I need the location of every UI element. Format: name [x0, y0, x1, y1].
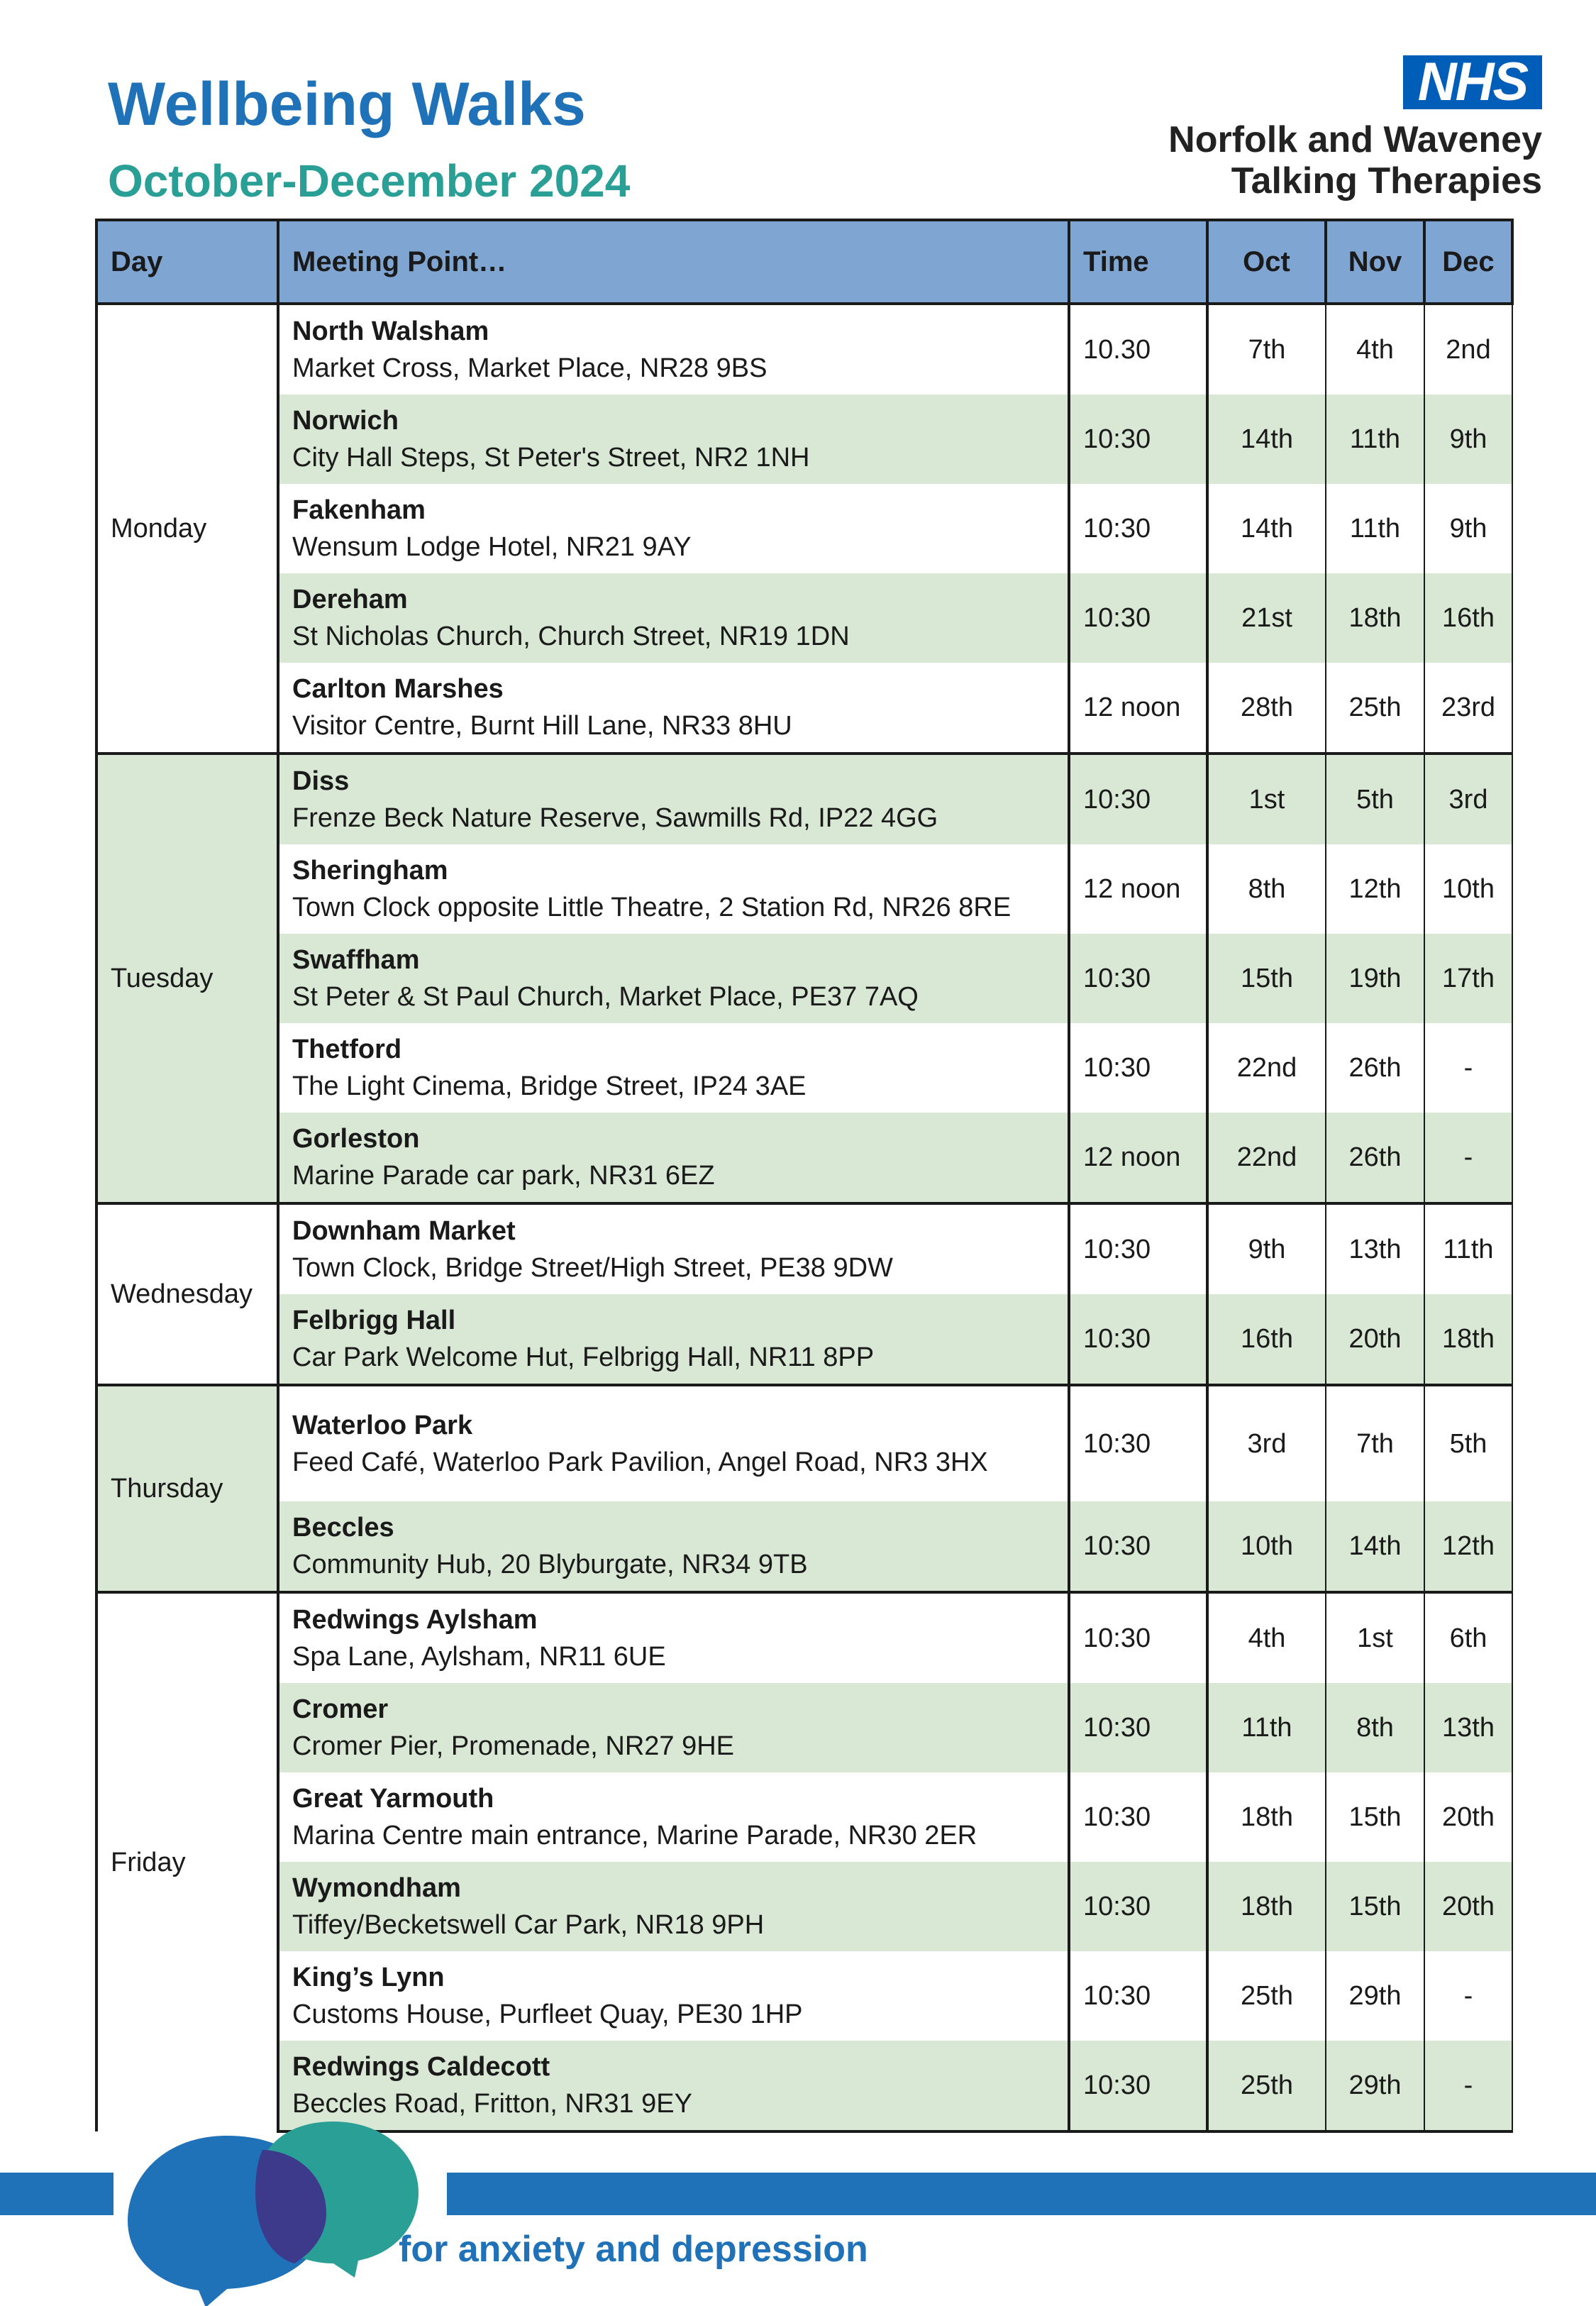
oct-date-cell: 25th — [1207, 1951, 1326, 2041]
nov-date-cell: 13th — [1326, 1203, 1424, 1294]
place-address: City Hall Steps, St Peter's Street, NR2 1NH — [292, 443, 810, 473]
time-cell: 10:30 — [1069, 1294, 1207, 1385]
place-address: Market Cross, Market Place, NR28 9BS — [292, 353, 767, 383]
time-cell: 10:30 — [1069, 1862, 1207, 1951]
column-header-dec: Dec — [1424, 220, 1512, 304]
time-cell: 10:30 — [1069, 934, 1207, 1023]
place-name: Dereham — [292, 585, 408, 614]
oct-date-cell: 16th — [1207, 1294, 1326, 1385]
table-row — [96, 1023, 1512, 1113]
nov-date-cell: 12th — [1326, 844, 1424, 934]
column-header-meeting-point: Meeting Point… — [278, 220, 1069, 304]
time-cell: 10:30 — [1069, 1023, 1207, 1113]
meeting-point-cell — [278, 1113, 1069, 1203]
place-name: Redwings Caldecott — [292, 2052, 550, 2082]
meeting-point-cell — [278, 2041, 1069, 2131]
dec-date-cell: 3rd — [1424, 754, 1512, 844]
place-address: Spa Lane, Aylsham, NR11 6UE — [292, 1642, 666, 1672]
time-cell: 10:30 — [1069, 395, 1207, 484]
meeting-point-cell — [278, 1385, 1069, 1501]
meeting-point-cell — [278, 484, 1069, 573]
column-header-time: Time — [1069, 220, 1207, 304]
nov-date-cell: 11th — [1326, 484, 1424, 573]
place-address: Marine Parade car park, NR31 6EZ — [292, 1161, 715, 1191]
table-row — [96, 754, 1512, 844]
nov-date-cell: 29th — [1326, 1951, 1424, 2041]
nov-date-cell: 19th — [1326, 934, 1424, 1023]
nov-date-cell: 5th — [1326, 754, 1424, 844]
oct-date-cell: 28th — [1207, 663, 1326, 754]
oct-date-cell: 21st — [1207, 573, 1326, 663]
place-name: Felbrigg Hall — [292, 1306, 456, 1335]
place-name: Great Yarmouth — [292, 1784, 494, 1814]
place-name: Gorleston — [292, 1124, 420, 1154]
dec-date-cell: 13th — [1424, 1683, 1512, 1772]
place-address: Beccles Road, Fritton, NR31 9EY — [292, 2089, 692, 2119]
org-name-line2: Talking Therapies — [1231, 160, 1542, 202]
nov-date-cell: 15th — [1326, 1772, 1424, 1862]
time-cell: 10:30 — [1069, 1203, 1207, 1294]
table-row — [96, 1862, 1512, 1951]
place-address: St Peter & St Paul Church, Market Place, PE37 7AQ — [292, 982, 919, 1012]
meeting-point-cell — [278, 1592, 1069, 1683]
oct-date-cell: 18th — [1207, 1772, 1326, 1862]
day-cell-monday: Monday — [96, 304, 278, 754]
place-address: Cromer Pier, Promenade, NR27 9HE — [292, 1731, 735, 1761]
oct-date-cell: 15th — [1207, 934, 1326, 1023]
table-row — [96, 395, 1512, 484]
table-row — [96, 1385, 1512, 1501]
meeting-point-cell — [278, 1501, 1069, 1592]
table-header-row — [96, 220, 1512, 304]
page-title: Wellbeing Walks — [108, 70, 586, 138]
place-name: Beccles — [292, 1513, 394, 1543]
place-name: Sheringham — [292, 856, 448, 886]
dec-date-cell: - — [1424, 1113, 1512, 1203]
dec-date-cell: 10th — [1424, 844, 1512, 934]
dec-date-cell: 5th — [1424, 1385, 1512, 1501]
place-address: Tiffey/Becketswell Car Park, NR18 9PH — [292, 1910, 765, 1940]
place-name: Diss — [292, 766, 350, 796]
dec-date-cell: 23rd — [1424, 663, 1512, 754]
nov-date-cell: 18th — [1326, 573, 1424, 663]
place-address: Community Hub, 20 Blyburgate, NR34 9TB — [292, 1550, 808, 1579]
place-address: Town Clock, Bridge Street/High Street, PE38 9DW — [292, 1253, 893, 1283]
table-row — [96, 934, 1512, 1023]
oct-date-cell: 7th — [1207, 304, 1326, 395]
table-row — [96, 844, 1512, 934]
day-cell-tuesday: Tuesday — [96, 754, 278, 1203]
place-name: King’s Lynn — [292, 1963, 445, 1992]
time-cell: 10:30 — [1069, 1951, 1207, 2041]
oct-date-cell: 11th — [1207, 1683, 1326, 1772]
nov-date-cell: 8th — [1326, 1683, 1424, 1772]
table-row — [96, 304, 1512, 395]
table-row — [96, 1501, 1512, 1592]
meeting-point-cell — [278, 1951, 1069, 2041]
place-address: Feed Café, Waterloo Park Pavilion, Angel Road, NR3 3HX — [292, 1447, 988, 1477]
table-row — [96, 573, 1512, 663]
place-name: Norwich — [292, 406, 399, 436]
nov-date-cell: 26th — [1326, 1113, 1424, 1203]
nov-date-cell: 7th — [1326, 1385, 1424, 1501]
time-cell: 10:30 — [1069, 754, 1207, 844]
nov-date-cell: 1st — [1326, 1592, 1424, 1683]
oct-date-cell: 3rd — [1207, 1385, 1326, 1501]
meeting-point-cell — [278, 1772, 1069, 1862]
time-cell: 10.30 — [1069, 304, 1207, 395]
meeting-point-cell — [278, 934, 1069, 1023]
place-name: Carlton Marshes — [292, 674, 504, 704]
dec-date-cell: 16th — [1424, 573, 1512, 663]
nov-date-cell: 29th — [1326, 2041, 1424, 2131]
page-subtitle: October-December 2024 — [108, 155, 631, 206]
speech-bubbles-logo — [121, 2122, 447, 2306]
time-cell: 12 noon — [1069, 1113, 1207, 1203]
meeting-point-cell — [278, 844, 1069, 934]
place-address: Car Park Welcome Hut, Felbrigg Hall, NR11 8PP — [292, 1342, 875, 1372]
oct-date-cell: 14th — [1207, 395, 1326, 484]
place-name: Swaffham — [292, 945, 420, 975]
dec-date-cell: 6th — [1424, 1592, 1512, 1683]
place-name: Wymondham — [292, 1873, 461, 1903]
table-row — [96, 1113, 1512, 1203]
meeting-point-cell — [278, 573, 1069, 663]
place-name: Waterloo Park — [292, 1411, 473, 1440]
dec-date-cell: 17th — [1424, 934, 1512, 1023]
nov-date-cell: 20th — [1326, 1294, 1424, 1385]
place-address: Visitor Centre, Burnt Hill Lane, NR33 8HU — [292, 711, 792, 741]
nov-date-cell: 11th — [1326, 395, 1424, 484]
nov-date-cell: 4th — [1326, 304, 1424, 395]
oct-date-cell: 18th — [1207, 1862, 1326, 1951]
time-cell: 10:30 — [1069, 573, 1207, 663]
place-address: Town Clock opposite Little Theatre, 2 Station Rd, NR26 8RE — [292, 893, 1012, 922]
dec-date-cell: 12th — [1424, 1501, 1512, 1592]
place-name: Cromer — [292, 1694, 389, 1724]
time-cell: 10:30 — [1069, 1385, 1207, 1501]
meeting-point-cell — [278, 1294, 1069, 1385]
time-cell: 10:30 — [1069, 1772, 1207, 1862]
meeting-point-cell — [278, 304, 1069, 395]
day-cell-friday: Friday — [96, 1592, 278, 2131]
column-header-nov: Nov — [1326, 220, 1424, 304]
place-address: Wensum Lodge Hotel, NR21 9AY — [292, 532, 692, 562]
place-address: The Light Cinema, Bridge Street, IP24 3AE — [292, 1071, 807, 1101]
table-row — [96, 1294, 1512, 1385]
place-name: Thetford — [292, 1035, 402, 1064]
place-address: Marina Centre main entrance, Marine Parade, NR30 2ER — [292, 1821, 977, 1850]
dec-date-cell: 18th — [1424, 1294, 1512, 1385]
oct-date-cell: 9th — [1207, 1203, 1326, 1294]
time-cell: 10:30 — [1069, 1683, 1207, 1772]
dec-date-cell: 11th — [1424, 1203, 1512, 1294]
meeting-point-cell — [278, 754, 1069, 844]
time-cell: 10:30 — [1069, 484, 1207, 573]
dec-date-cell: 20th — [1424, 1862, 1512, 1951]
meeting-point-cell — [278, 395, 1069, 484]
place-address: St Nicholas Church, Church Street, NR19 1DN — [292, 622, 850, 651]
nov-date-cell: 15th — [1326, 1862, 1424, 1951]
place-address: Frenze Beck Nature Reserve, Sawmills Rd, IP22 4GG — [292, 803, 938, 833]
nhs-logo: NHS — [1403, 55, 1542, 109]
org-name-line1: Norfolk and Waveney — [1168, 119, 1542, 160]
time-cell: 10:30 — [1069, 2041, 1207, 2131]
meeting-point-cell — [278, 663, 1069, 754]
place-name: Downham Market — [292, 1216, 516, 1246]
table-row — [96, 1203, 1512, 1294]
organisation-name — [1168, 119, 1542, 202]
place-name: Redwings Aylsham — [292, 1605, 538, 1635]
dec-date-cell: 9th — [1424, 484, 1512, 573]
place-name: North Walsham — [292, 316, 489, 346]
table-row — [96, 1683, 1512, 1772]
dec-date-cell: 9th — [1424, 395, 1512, 484]
oct-date-cell: 22nd — [1207, 1113, 1326, 1203]
walks-schedule-table — [95, 219, 1514, 2133]
dec-date-cell: - — [1424, 1951, 1512, 2041]
table-row — [96, 1772, 1512, 1862]
nov-date-cell: 14th — [1326, 1501, 1424, 1592]
oct-date-cell: 22nd — [1207, 1023, 1326, 1113]
footer-tagline: for anxiety and depression — [399, 2229, 868, 2270]
dec-date-cell: 2nd — [1424, 304, 1512, 395]
time-cell: 12 noon — [1069, 663, 1207, 754]
meeting-point-cell — [278, 1023, 1069, 1113]
time-cell: 10:30 — [1069, 1501, 1207, 1592]
meeting-point-cell — [278, 1862, 1069, 1951]
day-cell-wednesday: Wednesday — [96, 1203, 278, 1385]
table-row — [96, 2041, 1512, 2131]
nov-date-cell: 25th — [1326, 663, 1424, 754]
meeting-point-cell — [278, 1683, 1069, 1772]
dec-date-cell: - — [1424, 2041, 1512, 2131]
table-row — [96, 1592, 1512, 1683]
oct-date-cell: 25th — [1207, 2041, 1326, 2131]
table-row — [96, 663, 1512, 754]
day-cell-thursday: Thursday — [96, 1385, 278, 1592]
oct-date-cell: 14th — [1207, 484, 1326, 573]
place-address: Customs House, Purfleet Quay, PE30 1HP — [292, 1999, 803, 2029]
column-header-day: Day — [96, 220, 278, 304]
oct-date-cell: 1st — [1207, 754, 1326, 844]
meeting-point-cell — [278, 1203, 1069, 1294]
dec-date-cell: - — [1424, 1023, 1512, 1113]
time-cell: 12 noon — [1069, 844, 1207, 934]
nov-date-cell: 26th — [1326, 1023, 1424, 1113]
oct-date-cell: 8th — [1207, 844, 1326, 934]
time-cell: 10:30 — [1069, 1592, 1207, 1683]
oct-date-cell: 4th — [1207, 1592, 1326, 1683]
table-row — [96, 1951, 1512, 2041]
column-header-oct: Oct — [1207, 220, 1326, 304]
place-name: Fakenham — [292, 495, 426, 525]
dec-date-cell: 20th — [1424, 1772, 1512, 1862]
oct-date-cell: 10th — [1207, 1501, 1326, 1592]
table-row — [96, 484, 1512, 573]
